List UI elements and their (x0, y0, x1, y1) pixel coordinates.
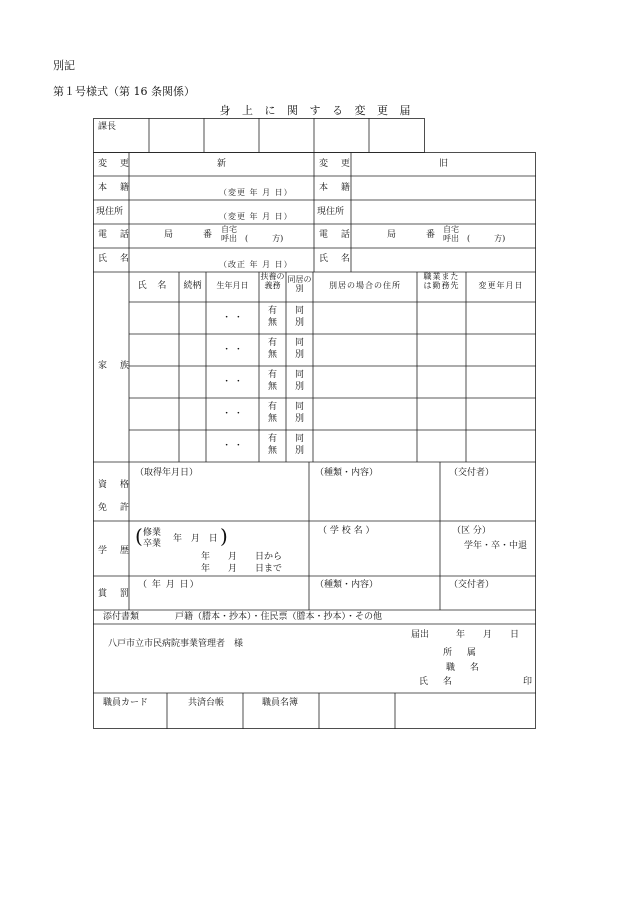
education-shugyo: 修業 (143, 528, 162, 538)
family-row-4-cohabit-sep: 別 (294, 414, 304, 424)
change-label-old: 変 更 (319, 159, 355, 169)
family-header-relation: 続柄 (183, 281, 202, 291)
education-division: （区 分） (452, 526, 491, 536)
education-date: 年 月 日 (173, 534, 221, 544)
family-row-3-cohabit-same: 同 (294, 370, 304, 380)
honseki-change-date: （変更 年 月 日） (219, 188, 293, 197)
name-label-new: 氏 名 (98, 254, 134, 264)
license-type: （種類・内容） (315, 468, 379, 478)
family-row-2-support-yes: 有 (267, 338, 277, 348)
phone-home-new: 自宅 (221, 225, 237, 234)
family-row-4-cohabit-same: 同 (294, 402, 304, 412)
education-bracket-open: ( (135, 524, 143, 548)
name-new-field[interactable] (129, 248, 314, 260)
submission-date: 届出 年 月 日 (411, 630, 520, 640)
family-row-2-cohabit-sep: 別 (294, 350, 304, 360)
license-label-1: 資 格 (98, 480, 134, 490)
honseki-label-new: 本 籍 (98, 183, 134, 193)
family-row-2-support-no: 無 (267, 350, 277, 360)
family-row-5-cohabit-sep: 別 (294, 446, 304, 456)
form-frame (93, 118, 536, 729)
submission-seal: 印 (523, 677, 533, 687)
family-row-3-support-yes: 有 (267, 370, 277, 380)
family-label: 家 族 (98, 361, 134, 371)
education-from: 年 月 日から (201, 552, 283, 562)
honseki-label-old: 本 籍 (319, 183, 355, 193)
phone-label-old: 電 話 (319, 230, 355, 240)
license-label-2: 免 許 (98, 503, 134, 513)
family-row-3-birth: ・ ・ (222, 377, 243, 387)
education-to: 年 月 日まで (201, 564, 283, 574)
address-label-new: 現住所 (96, 207, 124, 217)
family-row-1-birth: ・ ・ (222, 313, 243, 323)
footer-card: 職員カード (103, 698, 149, 708)
phone-kyoku-new: 局 (164, 230, 174, 240)
appendix-label: 別記 (53, 59, 75, 72)
phone-home-old: 自宅 (443, 225, 459, 234)
name-label-old: 氏 名 (319, 254, 355, 264)
family-row-5-support-no: 無 (267, 446, 277, 456)
chief-seal-box[interactable] (149, 118, 204, 152)
family-row-1-support-no: 無 (267, 318, 277, 328)
attachments-text: 戸籍（謄本・抄本）・住民票（謄本・抄本）・その他 (175, 612, 383, 622)
family-row-1-support-yes: 有 (267, 306, 277, 316)
education-sotsugyo: 卒業 (143, 539, 162, 549)
family-row-5-birth: ・ ・ (222, 441, 243, 451)
education-status: 学年・卒・中退 (464, 541, 528, 551)
phone-call-old: 呼出 (443, 234, 459, 243)
change-label-new: 変 更 (98, 159, 134, 169)
license-issuer: （交付者） (449, 468, 495, 478)
phone-call-new: 呼出 (221, 234, 237, 243)
family-row-1-cohabit-same: 同 (294, 306, 304, 316)
address-change-date: （変更 年 月 日） (219, 212, 293, 221)
address-new-field[interactable] (129, 200, 314, 212)
education-school: （ 学 校 名 ） (318, 526, 375, 536)
family-header-name: 氏 名 (137, 281, 171, 291)
family-row-5-support-yes: 有 (267, 434, 277, 444)
phone-kata-old: ( 方) (467, 234, 506, 243)
phone-ban-old: 番 (426, 230, 436, 240)
submission-addressee: 八戸市立市民病院事業管理者 様 (108, 639, 244, 649)
submission-dept: 所 属 (443, 648, 482, 658)
old-label: 旧 (438, 159, 448, 169)
family-header-support: 扶養の義務 (260, 272, 285, 290)
education-bracket-close: ) (220, 524, 228, 548)
honseki-new-field[interactable] (129, 176, 314, 188)
education-label: 学 歴 (98, 546, 134, 556)
family-row-2-cohabit-same: 同 (294, 338, 304, 348)
document-title: 身 上 に 関 す る 変 更 届 (219, 104, 415, 117)
family-row-4-birth: ・ ・ (222, 409, 243, 419)
award-type: （種類・内容） (315, 580, 379, 590)
footer-mutual: 共済台帳 (188, 698, 225, 708)
phone-ban-new: 番 (203, 230, 213, 240)
footer-register: 職員名簿 (262, 698, 299, 708)
attachments-label: 添付書類 (103, 612, 140, 622)
award-issuer: （交付者） (449, 580, 495, 590)
family-header-cohabit: 同居の別 (287, 275, 312, 293)
family-header-birth: 生年月日 (216, 281, 249, 290)
license-date: （取得年月日） (135, 468, 199, 478)
address-label-old: 現住所 (317, 207, 345, 217)
family-row-5-cohabit-same: 同 (294, 434, 304, 444)
submission-position: 職 名 (446, 663, 485, 673)
family-header-address: 別居の場合の住所 (329, 281, 401, 290)
new-label: 新 (216, 159, 226, 169)
family-row-1-cohabit-sep: 別 (294, 318, 304, 328)
award-label: 賞 罰 (98, 589, 134, 599)
form-number: 第１号様式（第 16 条関係） (53, 85, 195, 98)
name-revision-date: （改正 年 月 日） (219, 260, 293, 269)
phone-kyoku-old: 局 (387, 230, 397, 240)
family-row-3-cohabit-sep: 別 (294, 382, 304, 392)
phone-label-new: 電 話 (98, 230, 134, 240)
chief-label: 課長 (98, 122, 117, 132)
award-date: （ 年 月 日） (138, 580, 200, 590)
submission-name: 氏 名 (419, 677, 458, 687)
family-header-change-date: 変更年月日 (478, 281, 524, 290)
family-row-4-support-no: 無 (267, 414, 277, 424)
family-row-2-birth: ・ ・ (222, 345, 243, 355)
family-header-job: 職業または勤務先 (423, 272, 460, 290)
family-row-3-support-no: 無 (267, 382, 277, 392)
phone-kata-new: ( 方) (245, 234, 284, 243)
family-row-4-support-yes: 有 (267, 402, 277, 412)
